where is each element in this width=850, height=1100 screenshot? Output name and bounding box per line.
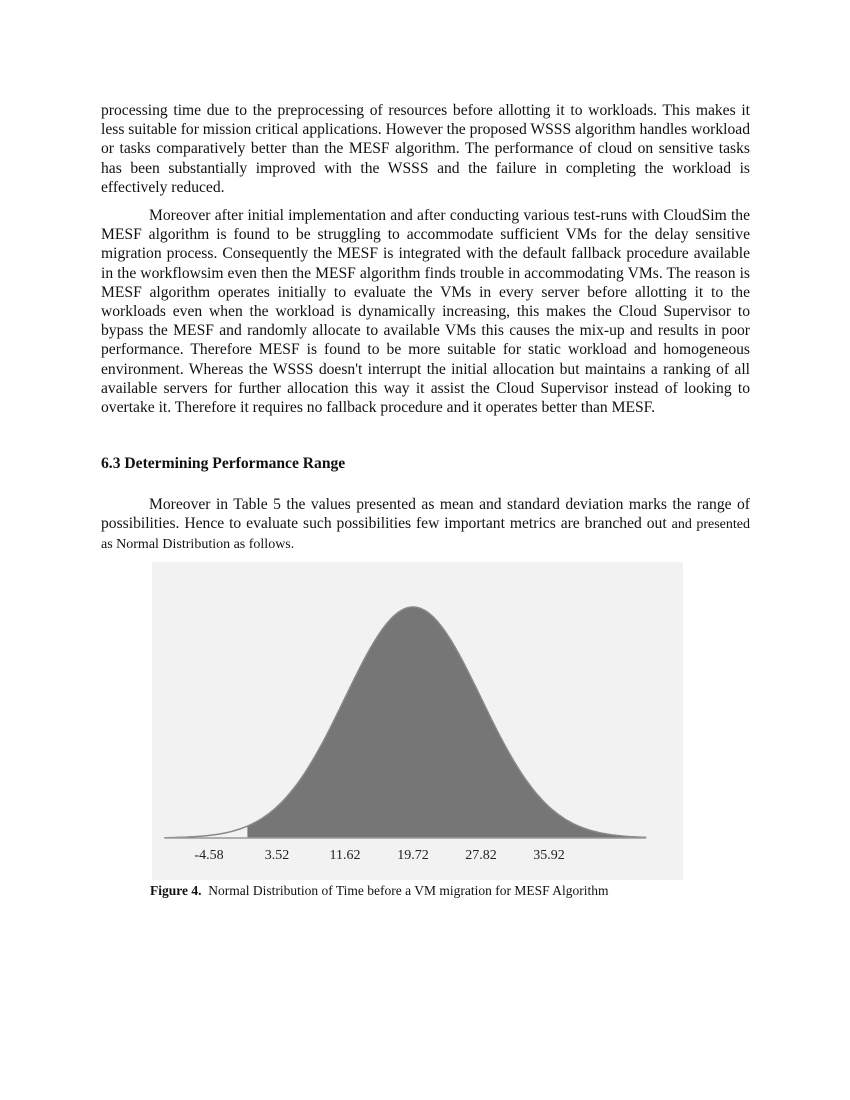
x-tick-label: 19.72 <box>397 848 429 863</box>
paragraph-3-main: Moreover in Table 5 the values presented as mean and standard deviation marks the range of possibilities. Hence to evaluate such possibilities few important metrics are branched out <box>101 496 750 533</box>
paragraph-1: processing time due to the preprocessing of resources before allotting it to workloads. This makes it less suitable for mission critical applications. However the proposed WSSS algorithm handles workload or tasks comparatively better than the MESF algorithm. The performance of cloud on sensitive tasks has been substantially improved with the WSSS and the failure in completing the workload is effectively reduced. <box>101 102 750 196</box>
figure-label: Figure 4. <box>150 883 202 898</box>
paragraph-2: Moreover after initial implementation and after conducting various test-runs with CloudSim the MESF algorithm is found to be struggling to accommodate sufficient VMs for the delay sensitive migration process. Consequently the MESF is integrated with the default fallback procedure available in the workflowsim even then the MESF algorithm finds trouble in accommodating VMs. The reason is MESF algorithm operates initially to evaluate the VMs in every server before allotting it to the workloads even when the workload is dynamically increasing, this makes the Cloud Supervisor to bypass the MESF and randomly allocate to available VMs this causes the mix-up and results in poor performance. Therefore MESF is found to be more suitable for static workload and homogeneous environment. Whereas the WSSS doesn't interrupt the initial allocation but maintains a ranking of all available servers for further allocation this way it assist the Cloud Supervisor instead of looking to overtake it. Therefore it requires no fallback procedure and it operates better than MESF. <box>101 207 750 417</box>
paragraph-3 <box>101 495 750 555</box>
x-tick-label: 3.52 <box>264 848 290 863</box>
figure-caption <box>150 883 608 899</box>
figure-caption-text: Normal Distribution of Time before a VM migration for MESF Algorithm <box>208 883 609 898</box>
paragraph-3-tail: and presented as Normal Distribution as follows. <box>101 517 750 553</box>
normal-distribution-chart <box>152 562 683 880</box>
section-heading: 6.3 Determining Performance Range <box>101 455 346 472</box>
x-tick-label: 11.62 <box>329 848 361 863</box>
x-tick-label: -4.58 <box>194 848 224 863</box>
x-tick-label: 35.92 <box>533 848 565 863</box>
shaded-area <box>247 607 646 838</box>
x-tick-label: 27.82 <box>465 848 497 863</box>
chart-svg <box>152 562 683 880</box>
